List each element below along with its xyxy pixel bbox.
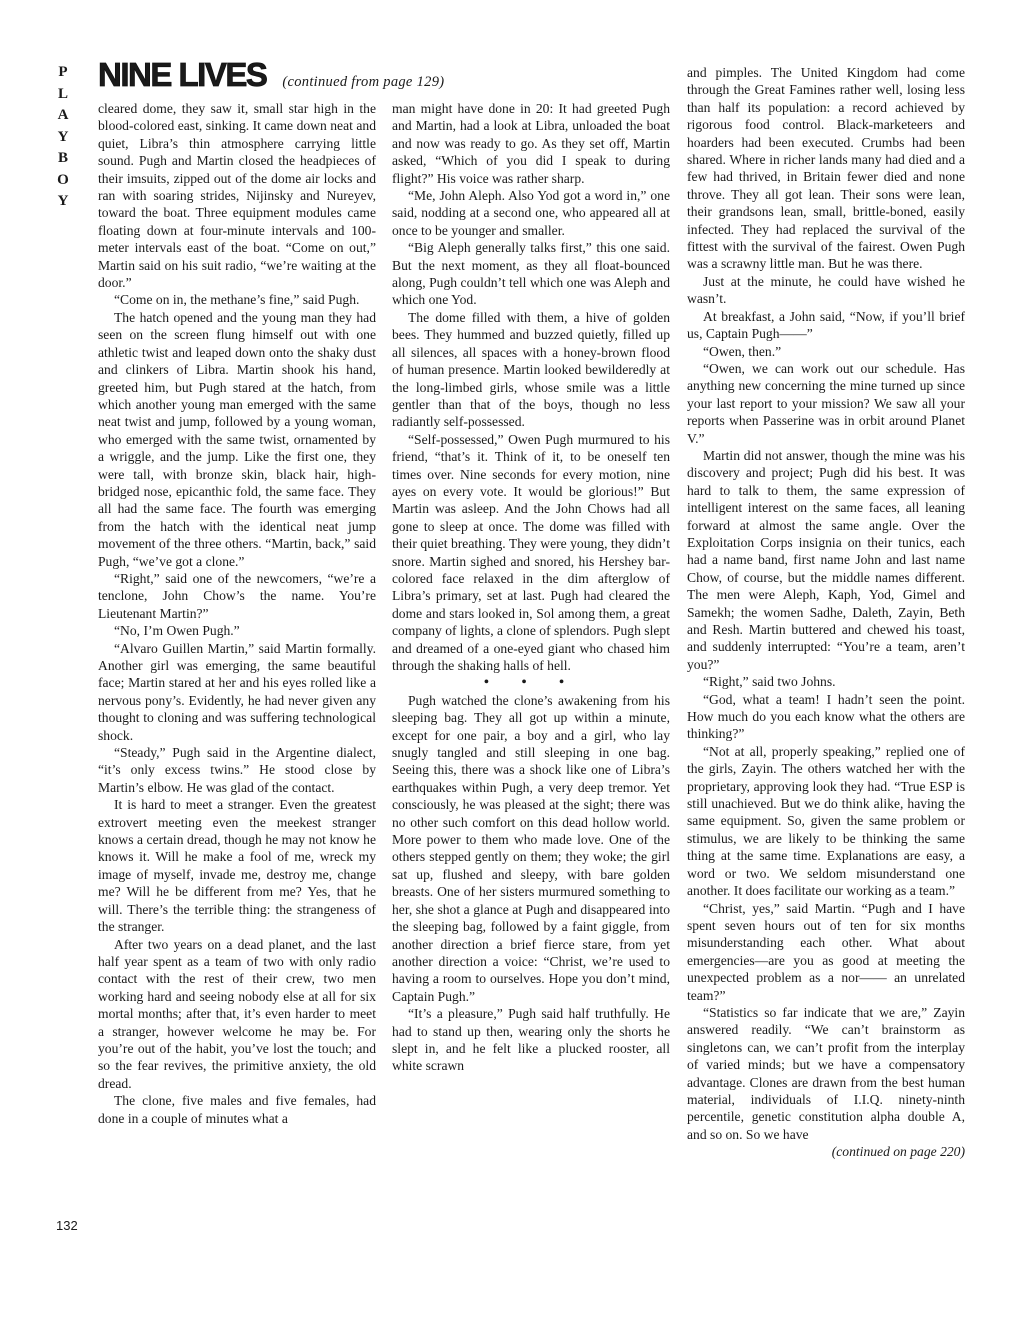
paragraph: man might have done in 20: It had greeted Pugh and Martin, had a look at Libra, unloaded the boat and now was ready to go. As they set off, Martin asked, “Which of you did I speak to during flight?” His voice was rather sharp. <box>392 101 670 186</box>
paragraph: The dome filled with them, a hive of golden bees. They hummed and buzzed quietly, filled up all silences, all spaces with a honey-brown flood of human presence. Martin looked bewilderedly at the long-limbed girls, whose smile was a little gentler than that of the boys, though no less radiantly self-possessed. <box>392 309 670 430</box>
continued-on-note: (continued on page 220) <box>831 1144 965 1160</box>
paragraph: Pugh watched the clone’s awakening from his sleeping bag. They all got up within a minute, except for one pair, a boy and a girl, who lay snugly tangled and still sleeping in one bag. Seeing this, there was a shock like one of Libra’s earthquakes within Pugh, a very deep tremor. Yet consciously, he was pleased at the sight; there was no other such comfort on this dead hollow world. More power to them who made love. One of the others stepped gently on them; they woke; the girl sat up, flushed and sleepy, with bare golden breasts. One of her sisters murmured something to her, she shot a glance at Pugh and disappeared into the sleeping bag, followed by a faint giggle, from another direction a brief fierce stare, from yet another direction a voice: “Christ, we’re used to having a room to ourselves. Hope you don’t mind, Captain Pugh.” <box>392 692 670 1004</box>
paragraph: “Right,” said one of the newcomers, “we’re a tenclone, John Chow’s the name. You’re Lieutenant Martin?” <box>98 570 376 621</box>
paragraph: The clone, five males and five females, had done in a couple of minutes what a <box>98 1093 376 1126</box>
paragraph: “Owen, then.” <box>703 343 782 359</box>
masthead-letter: Y <box>57 128 69 145</box>
article-title: NINE LIVES <box>98 56 267 93</box>
paragraph: “Statistics so far indicate that we are,” Zayin answered readily. “We can’t brainstorm as singletons can, we can’t profit from the interplay of varied minds; but we have a compensatory advantage. Clones are drawn from the best human material, individuals of I.I.Q. ninety-ninth percentile, genetic constitution alpha double A, and so on. So we have <box>687 1004 965 1142</box>
paragraph: The hatch opened and the young man they had seen on the screen flung himself out with one athletic twist and leaped down onto the shaky dust and clinkers of Libra. Martin shook his hand, greeted him, but Pugh stared at the hatch, from which another young man emerged with the same neat twist and jump, followed by a young woman, who emerged with the same twist, ornamented by a wriggle, and the jump. Like the first one, they were tall, with bronze skin, black hair, high-bridged nose, epicanthic fold, the same face. They all had the same face. The fourth was emerging from the hatch with the identical neat jump movement of the three others. “Martin, back,” said Pugh, “we’ve got a clone.” <box>98 309 376 569</box>
masthead-letter: A <box>57 107 69 123</box>
paragraph: Martin did not answer, though the mine was his discovery and project; Pugh did his best. It was hard to talk to them, the same expression of intelligent interest on the same faces, all leaning forward at almost the same angle. Over the Exploitation Corps insignia on their tunics, each had a name band, first name John and last name Chow, of course, but the middle names different. The men were Aleph, Kaph, Yod, Gimel and Samekh; the women Sadhe, Daleth, Zayin, Beth and Resh. Martin buttered and chewed his toast, and suddenly interrupted: “You’re a team, aren’t you?” <box>687 447 965 672</box>
text-column-3 <box>687 64 965 1161</box>
masthead-letter: L <box>57 85 68 102</box>
text-column-1 <box>98 100 376 1127</box>
magazine-masthead-vertical <box>52 62 74 213</box>
paragraph: cleared dome, they saw it, small star high in the blood-colored east, sinking. It came down neat and quiet, Libra’s thin atmosphere carrying little sound. Pugh and Martin closed the headpieces of their imsuits, zipped out of the dome air locks and ran with soaring strides, Nijinsky and Nureyev, toward the boat. Three equipment modules came floating down at four-minute intervals and 100-meter intervals east of the boat. “Come on out,” Martin said on his suit radio, “we’re waiting at the door.” <box>98 101 376 291</box>
paragraph: “Self-possessed,” Owen Pugh murmured to his friend, “that’s it. Think of it, to be oneself ten times over. Nine seconds for every motion, nine ayes on every vote. It would be glorious!” But Martin was asleep. And the John Chows had all gone to sleep at once. The dome was filled with their quiet breathing. They were young, they didn’t snore. Martin sighed and snored, his Hershey bar-colored face relaxed in the dim afterglow of Libra’s primary, set at last. Pugh had cleared the dome and stars looked in, Sol among them, a great company of lights, a clone of splendors. Pugh slept and dreamed of a one-eyed giant who chased him through the shaking halls of hell. <box>392 431 670 673</box>
paragraph: “Steady,” Pugh said in the Argentine dialect, “it’s only excess twins.” He stood close by Martin’s elbow. He was glad of the contact. <box>98 745 376 795</box>
continued-from-note: (continued from page 129) <box>282 74 445 90</box>
masthead-letter: B <box>57 150 68 166</box>
paragraph: Just at the minute, he could have wished he wasn’t. <box>687 273 965 307</box>
paragraph: After two years on a dead planet, and the last half year spent as a team of two with only radio contact with the rest of their crew, two men working hard and seeing nobody else at all for six mortal months; after that, it’s even harder to meet a stranger, however welcome he may be. For you’re out of the habit, you’ve lost the touch; and so the fear revives, the primitive anxiety, the old dread. <box>98 936 376 1091</box>
paragraph: It is hard to meet a stranger. Even the greatest extrovert meeting even the meekest stranger knows a certain dread, though he may not know he knows it. Will he make a fool of me, wreck my image of myself, invade me, destroy me, change me? Will he be different from me? Yes, that he will. There’s the terrible thing: the strangeness of the stranger. <box>98 797 376 935</box>
section-separator: • • • <box>483 674 579 692</box>
paragraph: and pimples. The United Kingdom had come through the Great Famines rather well, losing less than half its population: a record achieved by rigorous food control. Black-marketeers and hoarders had been executed. Crumbs had been shared. Where in richer lands many had died and a few had thrived, in Britain fewer died and none throve. They all got lean. Their sons were lean, their grandsons lean, small, brittle-boned, easily infected. They had replaced the survival of the fittest with the survival of the fairest. Owen Pugh was a scrawny little man. But he was there. <box>687 65 965 272</box>
paragraph: “God, what a team! I hadn’t seen the point. How much do you each know what the others are thinking?” <box>687 691 965 742</box>
masthead-letter: Y <box>57 193 69 209</box>
paragraph: At breakfast, a John said, “Now, if you’ll brief us, Captain Pugh——” <box>687 308 965 342</box>
paragraph: “Big Aleph generally talks first,” this one said. But the next moment, as they all float-bounced along, Pugh couldn’t tell which one was Aleph and which one Yod. <box>392 240 670 308</box>
paragraph: “Owen, we can work out our schedule. Has anything new concerning the mine turned up since your last report to your mission? We saw all your reports when Passerine was in orbit around Planet V.” <box>687 360 965 446</box>
article-header <box>98 56 678 96</box>
masthead-letter: O <box>57 171 69 188</box>
paragraph: “Me, John Aleph. Also Yod got a word in,” one said, nodding at a second one, who appeared all at once to be younger and smaller. <box>392 188 670 238</box>
paragraph: “It’s a pleasure,” Pugh said half truthfully. He had to stand up then, wearing only the shorts he slept in, and he felt like a plucked rooster, all white scrawn <box>392 1006 670 1074</box>
paragraph: “No, I’m Owen Pugh.” <box>114 623 240 639</box>
page-number: 132 <box>56 1218 78 1233</box>
paragraph: “Alvaro Guillen Martin,” said Martin formally. Another girl was emerging, the same beautiful face; Martin stared at her and his eyes rolled like a nervous pony’s. Evidently, he had never given any thought to cloning and was suffering technological shock. <box>98 640 376 743</box>
paragraph: “Not at all, properly speaking,” replied one of the girls, Zayin. The others watched her with the proprietary, approving look they had. “True ESP is still unachieved. But we do think alike, having the same equipment. So, given the same problem or stimulus, we are likely to be thinking the same thing at the same time. Explanations are easy, a word or two. We seldom misunderstand one another. It does facilitate our working as a team.” <box>687 743 965 899</box>
paragraph: “Come on in, the methane’s fine,” said Pugh. <box>114 292 360 308</box>
text-column-2 <box>392 100 670 1075</box>
paragraph: “Right,” said two Johns. <box>703 674 836 690</box>
paragraph: “Christ, yes,” said Martin. “Pugh and I have spent seven hours out of ten for six months misunderstanding each other. What about emergencies—are you as good at meeting the unexpected problem as a nor—— an unrelated team?” <box>687 900 965 1003</box>
masthead-letter: P <box>58 64 68 80</box>
